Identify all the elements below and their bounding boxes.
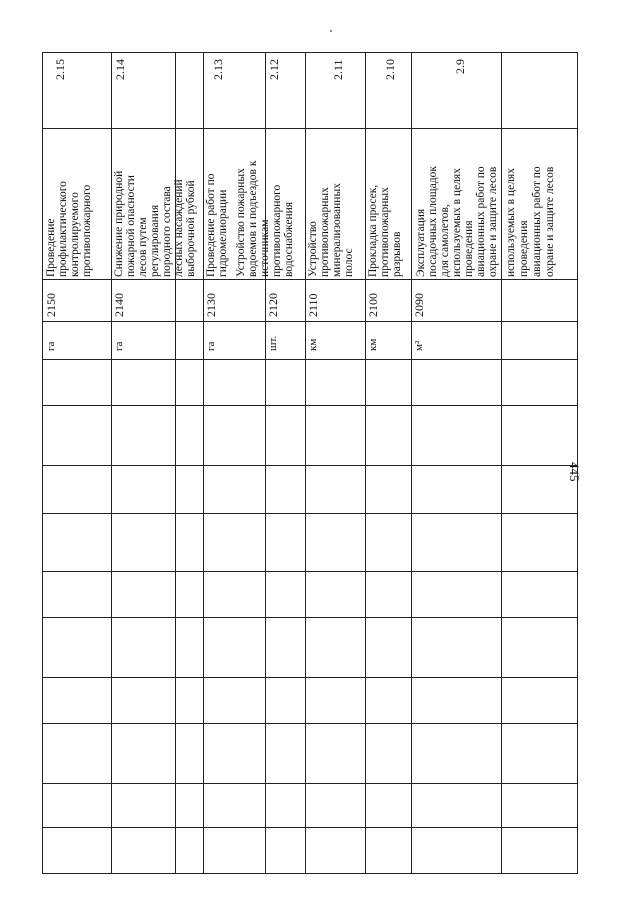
row-name-line: источникам <box>259 219 271 277</box>
row-number: 2.13 <box>211 59 225 80</box>
row-unit: км <box>307 338 319 351</box>
row-code: 2140 <box>112 293 126 317</box>
row-name-line: водоемов и подъездов к <box>247 160 259 277</box>
row-name-line: противопожарного <box>81 184 93 277</box>
column-border <box>43 723 577 724</box>
row-code-cell <box>203 279 233 321</box>
row-name-line: проведения <box>518 220 530 277</box>
row-code: 2150 <box>44 293 58 317</box>
row-unit: га <box>45 341 57 351</box>
row-name-line: профилактического <box>57 181 69 277</box>
column-border <box>43 571 577 572</box>
page-number: 445 <box>567 462 582 482</box>
row-name-line: контролируемого <box>69 192 81 277</box>
row-name-cell <box>505 131 577 277</box>
row-name-line: разрывов <box>391 231 403 277</box>
row-name-cell <box>111 131 203 277</box>
row-unit: км <box>367 338 379 351</box>
row-name-line: регулирования <box>149 204 161 277</box>
row-number-cell <box>111 53 203 128</box>
row-name-cell <box>365 131 411 277</box>
row-name-line: для самолетов, <box>439 204 451 277</box>
row-name-line: посадочных площадок <box>427 166 439 277</box>
row-name-line: породного состава <box>161 186 173 277</box>
row-name-cell <box>203 131 233 277</box>
row-code-cell <box>265 279 305 321</box>
column-border <box>43 617 577 618</box>
row-name-line: противопожарных <box>379 187 391 277</box>
row-code-cell <box>411 279 501 321</box>
row-name-line: Проведение работ по <box>205 173 217 277</box>
column-border <box>43 513 577 514</box>
column-border <box>43 465 577 466</box>
column-border <box>43 128 577 129</box>
row-unit-cell <box>43 321 111 359</box>
row-number-cell <box>203 53 233 128</box>
row-number: 2.11 <box>331 59 345 80</box>
row-unit: га <box>113 341 125 351</box>
row-code: 2120 <box>266 293 280 317</box>
row-name-line: используемых в целях <box>505 168 517 277</box>
row-name-line: полос <box>343 248 355 277</box>
row-number: 2.15 <box>53 59 67 80</box>
row-name-cell <box>43 131 111 277</box>
row-name-line: противопожарных <box>319 187 331 277</box>
table-row-continuation <box>501 53 579 128</box>
row-unit-cell <box>111 321 203 359</box>
row-code-cell <box>111 279 203 321</box>
row-name-line: Снижение природной <box>113 170 125 277</box>
row-unit-cell <box>411 321 501 359</box>
row-unit: шт. <box>267 335 279 351</box>
row-unit-cell <box>305 321 365 359</box>
row-name-line: охране и защите лесов <box>487 166 499 277</box>
row-name-line: лесов путем <box>137 217 149 277</box>
row-name-line: минерализованных <box>331 183 343 277</box>
row-unit: га <box>205 341 217 351</box>
row-name-line: используемых в целях <box>451 168 463 277</box>
row-name-line: авиационных работ по <box>531 166 543 277</box>
row-number: 2.14 <box>113 59 127 80</box>
column-border <box>43 405 577 406</box>
row-name-cell <box>413 131 501 277</box>
row-name-line: Устройство <box>307 221 319 277</box>
row-name-line: водоснабжения <box>283 201 295 277</box>
row-name-cell <box>305 131 365 277</box>
row-name-line: гидромелиорации <box>217 189 229 277</box>
row-name-line: противопожарного <box>271 184 283 277</box>
row-name-line: лесных насаждений <box>173 179 185 277</box>
row-number: 2.12 <box>267 59 281 80</box>
row-number-cell <box>43 53 111 128</box>
column-border <box>43 827 577 828</box>
row-name-line: Проведение <box>45 218 57 277</box>
row-name-line: охране и защите лесов <box>544 166 556 277</box>
row-number-cell <box>411 53 501 128</box>
row-number-cell <box>239 53 305 128</box>
row-code: 2110 <box>306 293 320 317</box>
column-border <box>43 783 577 784</box>
row-name-line: Устройство пожарных <box>235 168 247 277</box>
row-number: 2.10 <box>383 59 397 80</box>
scan-speck <box>330 30 332 32</box>
row-border <box>411 53 412 873</box>
column-border <box>43 677 577 678</box>
row-code: 2090 <box>412 293 426 317</box>
row-name-line: авиационных работ по <box>475 166 487 277</box>
column-border <box>43 359 577 360</box>
row-name-line: Эксплуатация <box>415 208 427 277</box>
row-unit-cell <box>265 321 305 359</box>
row-unit: м² <box>413 340 425 351</box>
row-number-cell <box>365 53 411 128</box>
data-table <box>42 52 578 874</box>
row-unit-cell <box>365 321 411 359</box>
row-border <box>501 53 502 873</box>
row-code: 2130 <box>204 293 218 317</box>
row-name-line: выборочной рубкой <box>185 180 197 277</box>
row-name-line: пожарной опасности <box>125 175 137 277</box>
row-code-cell <box>365 279 411 321</box>
row-number: 2.9 <box>453 59 467 74</box>
row-name-cell <box>233 131 305 277</box>
row-name-line: Прокладка просек, <box>367 184 379 277</box>
row-code: 2100 <box>366 293 380 317</box>
row-name-line: проведения <box>463 220 475 277</box>
row-code-cell <box>305 279 365 321</box>
row-code-cell <box>43 279 111 321</box>
row-number-cell <box>305 53 365 128</box>
row-unit-cell <box>203 321 233 359</box>
